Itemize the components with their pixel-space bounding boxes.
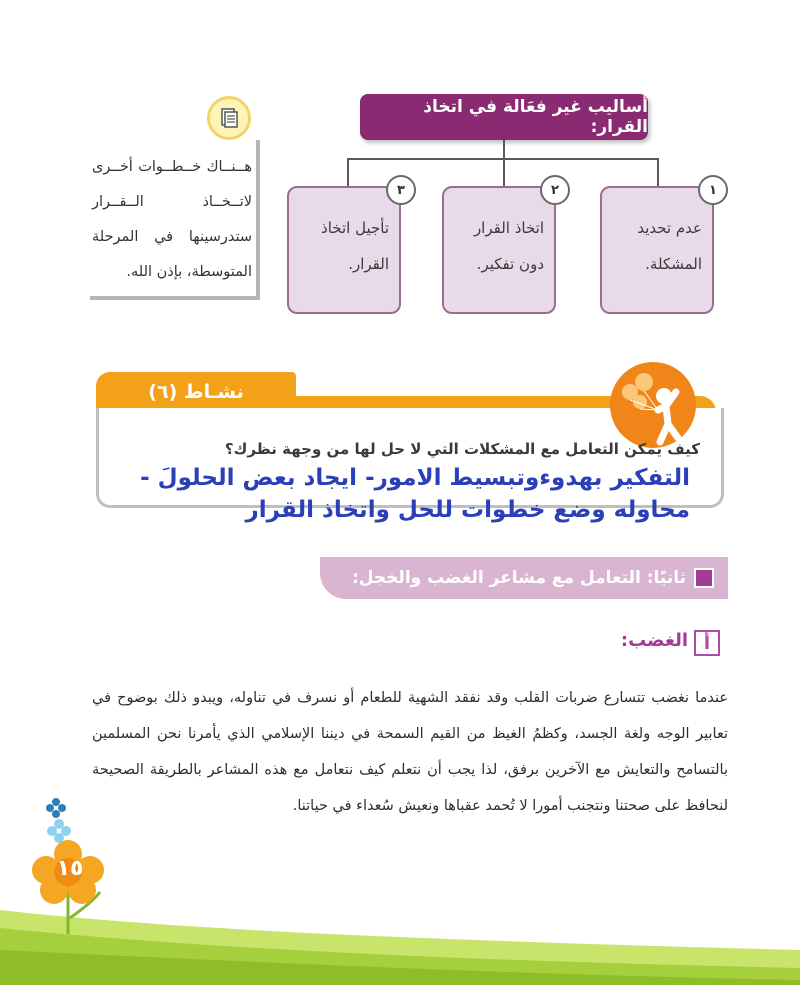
diagram-number-badge: ٣ (386, 175, 416, 205)
diagram-number-badge: ٢ (540, 175, 570, 205)
notes-icon (207, 96, 251, 140)
activity-label: نشـاط (٦) (96, 372, 296, 412)
flower-icon (28, 838, 108, 938)
connector-drop-1 (657, 158, 659, 186)
small-flower-icon (44, 796, 68, 820)
footer-wave (0, 850, 800, 985)
side-note-text: هــنــاك خــطــوات أخــرى لاتــخــاذ الــقــرار ستدرسينها في المرحلة المتوسطة، بإذن الله. (92, 159, 252, 280)
diagram-card-1 (600, 186, 714, 314)
section-bullet (694, 568, 714, 588)
page-number: ١٥ (56, 856, 84, 881)
diagram-card-text: اتخاذ القرار دون تفكير. (473, 219, 544, 273)
diagram-card-3 (287, 186, 401, 314)
diagram-card-2 (442, 186, 556, 314)
section-header (320, 557, 728, 599)
diagram-card-text: عدم تحديد المشكلة. (637, 219, 702, 273)
small-flower-icon (46, 818, 72, 844)
diagram-card-text: تأجيل اتخاذ القرار. (321, 219, 389, 273)
body-paragraph: عندما نغضب تتسارع ضربات القلب وقد نفقد الشهية للطعام أو نسرف في تناوله، ويبدو ذلك بوضوح في تعابير الوجه ولغة الجسد، وكظمُ الغيظ من القيم السمحة في ديننا الإسلامي الذي يأمرنا نحن المسلمين بالتسامح والتعايش مع الآخرين برفق، لذا يجب أن نتعلم كيف نتعامل مع هذه المشاعر بالطريقة الصحيحة لنحافظ على صحتنا ونتجنب أمورا لا تُحمد عقباها ونعيش سُعداء في حياتنا. (92, 690, 728, 814)
subsection-letter: أ (694, 630, 720, 656)
connector-drop-2 (503, 158, 505, 186)
activity-question: كيف يمكن التعامل مع المشكلات التي لا حل لها من وجهة نظرك؟ (224, 440, 700, 458)
connector-vertical-main (503, 140, 505, 160)
diagram-title: أساليب غير فعَالة في اتخاذ القرار: (360, 94, 648, 140)
subsection-title: الغضب: (620, 630, 688, 651)
section-title: ثانيًا: التعامل مع مشاعر الغضب والخجل: (351, 568, 686, 588)
diagram-number-badge: ١ (698, 175, 728, 205)
connector-drop-3 (347, 158, 349, 186)
girl-balloons-icon (610, 362, 696, 448)
activity-answer: التفكير بهدوءوتبسيط الامور- ايجاد بعض الحلولَ - محاوله وضع خطوات للحل واتخاذ القرار (140, 465, 690, 523)
